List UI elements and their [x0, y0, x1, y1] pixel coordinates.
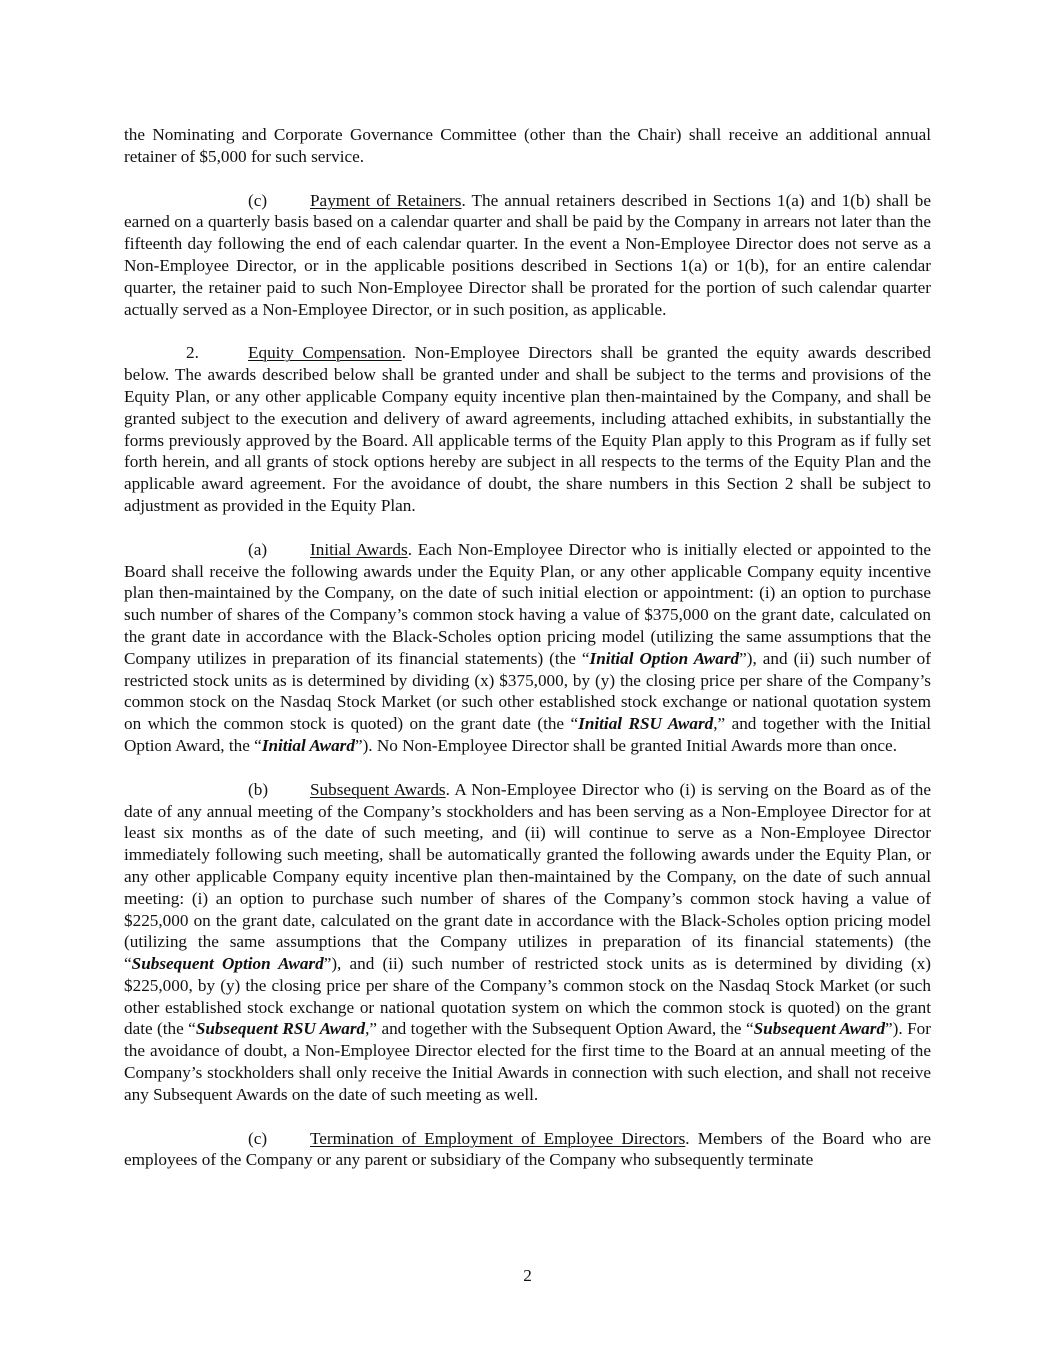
- section-2a-body-2: ”), and (ii) such number of restricted stock units as is determined by dividing (x) $375,000, by (y) the closing price per share of the Company’s common stock on the Nasdaq Stock Market (or such other established stock exchange or national quotation system on which the common stock is quoted) on the grant date (the “: [124, 648, 931, 734]
- section-2a-paragraph: [124, 539, 931, 757]
- section-1c-heading: Payment of Retainers: [310, 190, 462, 210]
- section-1c-number: (c): [248, 190, 268, 210]
- document-page: [124, 124, 931, 1193]
- initial-award-term: Initial Award: [261, 735, 355, 755]
- initial-option-award-term: Initial Option Award: [589, 648, 740, 668]
- section-2b-body-2: ”), and (ii) such number of restricted stock units as is determined by dividing (x) $225,000, by (y) the closing price per share of the Company’s common stock on the Nasdaq Stock Market (or such other established stock exchange or national quotation system on which the common stock is quoted) on the grant date (the “: [124, 954, 931, 1039]
- section-2-number: 2.: [186, 343, 199, 363]
- section-2c-heading: Termination of Employment of Employee Directors: [310, 1128, 686, 1148]
- section-2a-number: (a): [248, 539, 268, 559]
- section-2b-body-1: . A Non-Employee Director who (i) is serving on the Board as of the date of any annual meeting of the Company’s stockholders and has been serving as a Non-Employee Director for at least six months as of the date of such meeting, and (ii) will continue to serve as a Non-Employee Director immediately following such meeting, shall be automatically granted the following awards under the Equity Plan, or any other applicable Company equity incentive plan then-maintained by the Company, on the date of such annual meeting: (i) an option to purchase such number of shares of the Company’s common stock having a value of $225,000 on the grant date, calculated on the grant date in accordance with the Black-Scholes option pricing model (utilizing the same assumptions that the Company utilizes in preparation of its financial statements) (the “: [124, 779, 931, 974]
- section-2a-body-1: . Each Non-Employee Director who is initially elected or appointed to the Board shall receive the following awards under the Equity Plan, or any other applicable Company equity incentive plan then-maintained by the Company, on the date of such initial election or appointment: (i) an option to purchase such number of shares of the Company’s common stock having a value of $375,000 on the grant date, calculated on the grant date in accordance with the Black-Scholes option pricing model (utilizing the same assumptions that the Company utilizes in preparation of its financial statements) (the “: [124, 539, 931, 668]
- subsequent-rsu-award-term: Subsequent RSU Award: [195, 1019, 366, 1039]
- section-2a-body-4: ”). No Non-Employee Director shall be granted Initial Awards more than once.: [354, 735, 897, 755]
- section-2-heading: Equity Compensation: [248, 343, 402, 363]
- section-2b-body-3: ,” and together with the Subsequent Option Award, the “: [365, 1019, 754, 1039]
- subsequent-award-term: Subsequent Award: [753, 1019, 886, 1039]
- section-2b-number: (b): [248, 779, 269, 799]
- page-number: 2: [523, 1266, 532, 1285]
- section-2-paragraph: [124, 342, 931, 516]
- section-2b-heading: Subsequent Awards: [310, 779, 446, 799]
- initial-rsu-award-term: Initial RSU Award: [578, 714, 714, 734]
- section-2b-body-4: ”). For the avoidance of doubt, a Non-Employee Director elected for the first time to the Board at an annual meeting of the Company’s stockholders shall only receive the Initial Awards in connection with such election, and shall not receive any Subsequent Awards on the date of such meeting as well.: [124, 1019, 931, 1104]
- section-2c-paragraph: [124, 1128, 931, 1172]
- section-2-body: . Non-Employee Directors shall be granted the equity awards described below. The awards described below shall be granted under and shall be subject to the terms and provisions of the Equity Plan, or any other applicable Company equity incentive plan then-maintained by the Company, and shall be granted subject to the execution and delivery of award agreements, including attached exhibits, in substantially the forms previously approved by the Board. All applicable terms of the Equity Plan apply to this Program as if fully set forth herein, and all grants of stock options hereby are subject in all respects to the terms of the Equity Plan and the applicable award agreement. For the avoidance of doubt, the share numbers in this Section 2 shall be subject to adjustment as provided in the Equity Plan.: [124, 343, 931, 515]
- continuation-paragraph: the Nominating and Corporate Governance Committee (other than the Chair) shall receive an additional annual retainer of $5,000 for such service.: [124, 125, 931, 166]
- section-2c-number: (c): [248, 1128, 268, 1148]
- section-2a-body-3: ,” and together with the Initial Option Award, the “: [124, 714, 931, 755]
- subsequent-option-award-term: Subsequent Option Award: [131, 954, 324, 974]
- section-2c-body: . Members of the Board who are employees of the Company or any parent or subsidiary of the Company who subsequently terminate: [124, 1128, 931, 1170]
- section-2b-paragraph: [124, 779, 931, 1106]
- section-2a-heading: Initial Awards: [310, 539, 408, 559]
- section-1c-paragraph: [124, 190, 931, 321]
- section-1c-body: . The annual retainers described in Sections 1(a) and 1(b) shall be earned on a quarterly basis based on a calendar quarter and shall be paid by the Company in arrears not later than the fifteenth day following the end of each calendar quarter. In the event a Non-Employee Director does not serve as a Non-Employee Director, or in the applicable positions described in Sections 1(a) or 1(b), for an entire calendar quarter, the retainer paid to such Non-Employee Director shall be prorated for the portion of such calendar quarter actually served as a Non-Employee Director, or in such position, as applicable.: [124, 190, 931, 319]
